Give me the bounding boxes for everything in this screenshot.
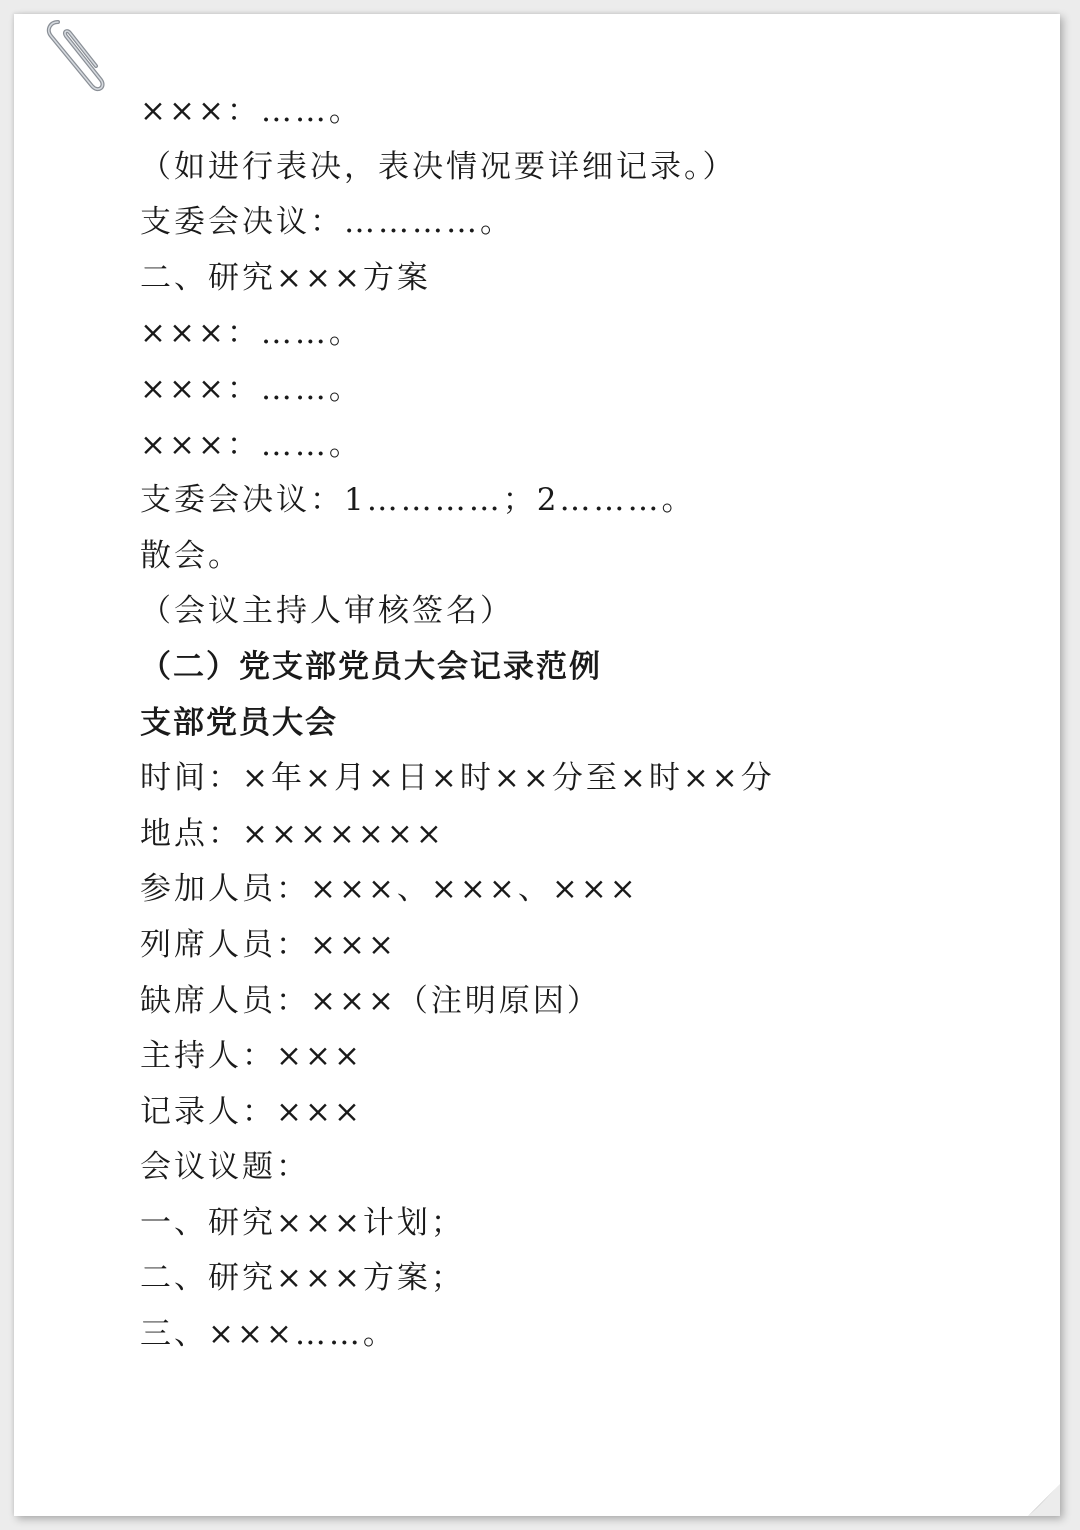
paperclip-icon (38, 16, 108, 98)
document-line: ×××：……。 (140, 370, 363, 407)
document-line: 参加人员：×××、×××、××× (140, 871, 639, 908)
document-line: 主持人：××× (140, 1038, 363, 1075)
document-line: 三、×××……。 (140, 1316, 397, 1353)
document-line: 列席人员：××× (140, 926, 397, 963)
document-page (14, 14, 1060, 1516)
document-line: 散会。 (140, 537, 242, 574)
document-line: 会议议题： (140, 1149, 310, 1186)
document-line: ×××：……。 (140, 93, 363, 129)
document-line: 一、研究×××计划； (140, 1204, 465, 1241)
section-heading: 支部党员大会 (140, 704, 338, 741)
document-line: 支委会决议：…………。 (140, 204, 514, 241)
document-line: 时间：×年×月×日×时××分至×时××分 (140, 760, 775, 797)
document-line: 支委会决议：1…………；2………。 (140, 482, 696, 519)
page-curl-icon (1020, 1476, 1060, 1516)
document-line: 记录人：××× (140, 1093, 363, 1130)
document-line: （如进行表决，表决情况要详细记录。） (140, 148, 737, 185)
document-line: 缺席人员：×××（注明原因） (140, 982, 601, 1019)
document-line: （会议主持人审核签名） (140, 593, 514, 630)
document-line: ×××：……。 (140, 315, 363, 352)
section-heading: （二）党支部党员大会记录范例 (140, 648, 602, 685)
document-body (140, 84, 1020, 1363)
document-line: 地点：××××××× (140, 815, 445, 852)
document-line: ×××：……。 (140, 426, 363, 463)
document-line: 二、研究×××方案； (140, 1260, 465, 1297)
document-line: 二、研究×××方案 (140, 259, 431, 296)
